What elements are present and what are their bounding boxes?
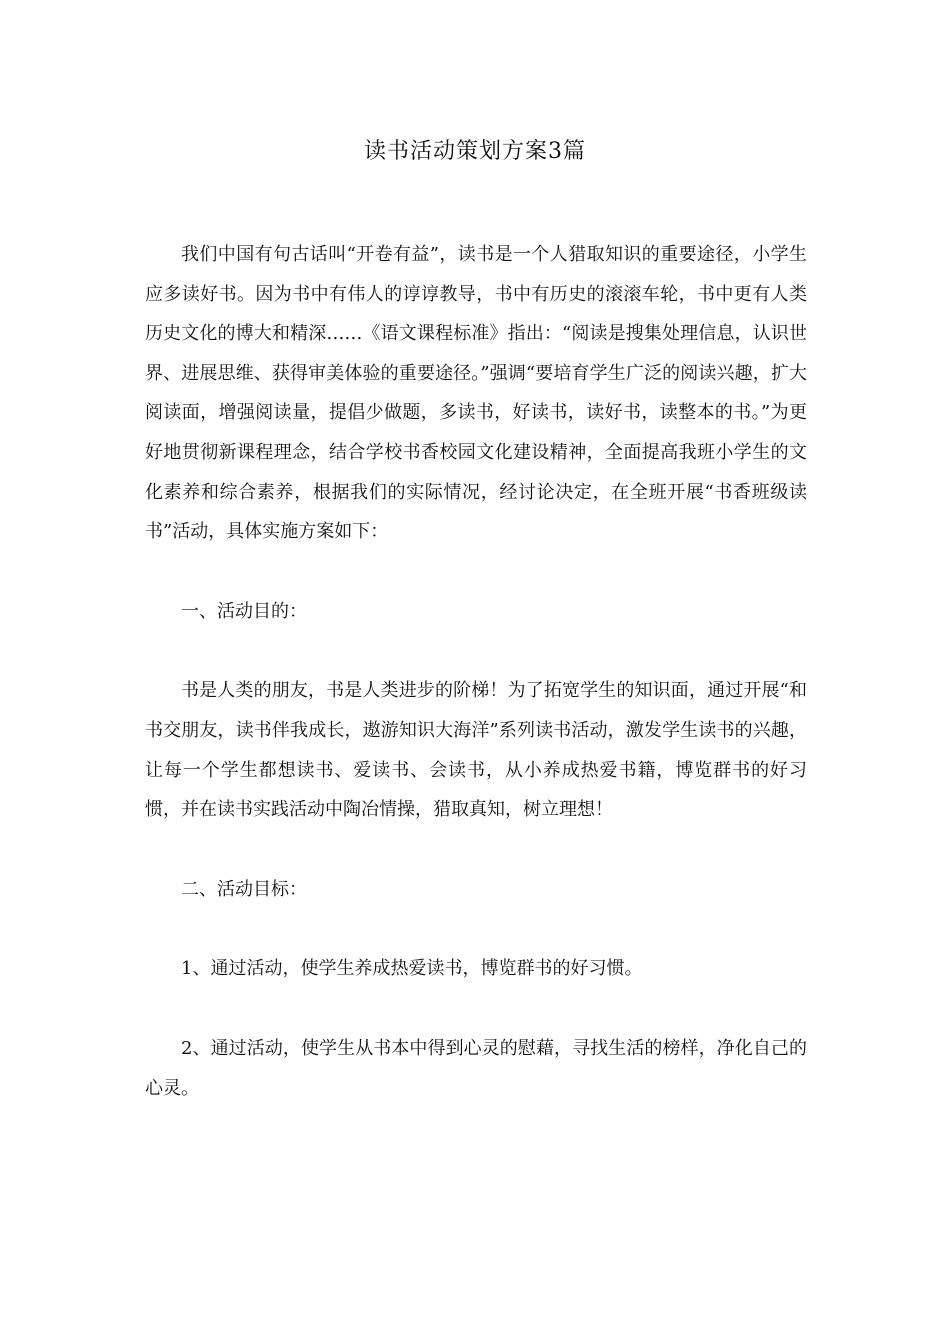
section-heading-purpose: 一、活动目的： bbox=[181, 600, 307, 622]
purpose-paragraph: 书是人类的朋友，书是人类进步的阶梯！为了拓宽学生的知识面，通过开展“和书交朋友，读书伴我成长，遨游知识大海洋”系列读书活动，激发学生读书的兴趣，让每一个学生都想读书、爱读书、会读书，从小养成热爱书籍，博览群书的好习惯，并在读书实践活动中陶冶情操，猎取真知，树立理想！ bbox=[145, 680, 807, 821]
intro-paragraph: 我们中国有句古话叫“开卷有益”，读书是一个人猎取知识的重要途径，小学生应多读好书。因为书中有伟人的谆谆教导，书中有历史的滚滚车轮，书中更有人类历史文化的博大和精深……《语文课程标准》指出：“阅读是搜集处理信息，认识世界、进展思维、获得审美体验的重要途径。”强调“要培育学生广泛的阅读兴趣，扩大阅读面，增强阅读量，提倡少做题，多读书，好读书，读好书，读整本的书。”为更好地贯彻新课程理念，结合学校书香校园文化建设精神，全面提高我班小学生的文化素养和综合素养，根据我们的实际情况，经讨论决定，在全班开展“书香班级读书”活动，具体实施方案如下： bbox=[145, 244, 807, 543]
goal-item-1: 1、通过活动，使学生养成热爱读书，博览群书的好习惯。 bbox=[181, 958, 643, 980]
goal-item-2: 2、通过活动，使学生从书本中得到心灵的慰藉，寻找生活的榜样，净化自己的心灵。 bbox=[145, 1037, 807, 1099]
document-body bbox=[145, 235, 807, 1108]
document-title: 读书活动策划方案3篇 bbox=[364, 139, 586, 164]
section-heading-goals: 二、活动目标： bbox=[181, 878, 307, 900]
